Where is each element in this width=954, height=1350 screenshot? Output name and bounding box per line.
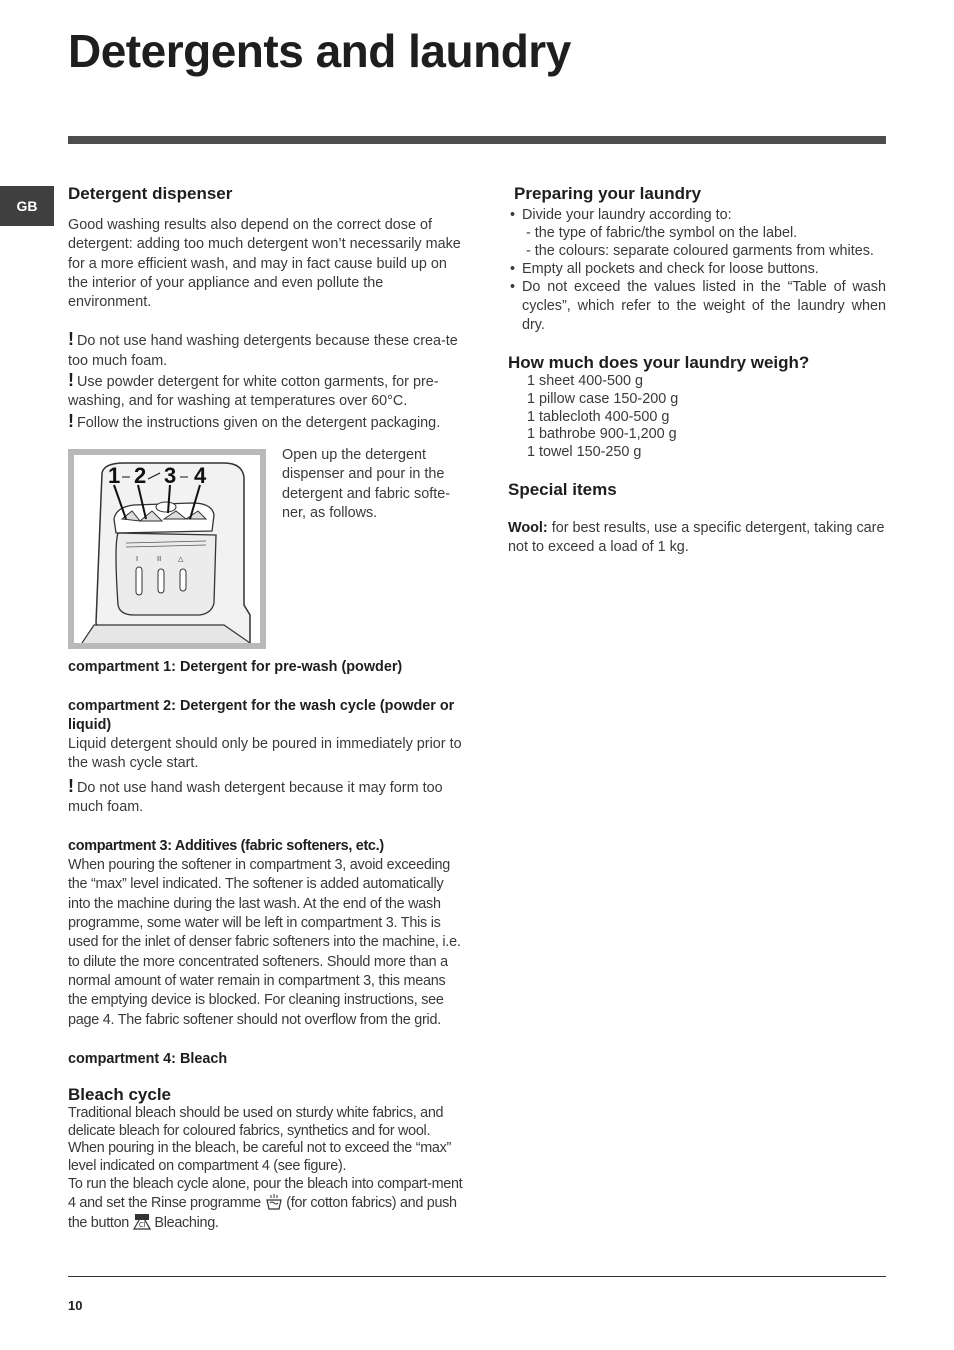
figure-caption: Open up the detergent dispenser and pour in the detergent and fabric softe-ner, as follows.	[282, 446, 450, 521]
page-number: 10	[68, 1298, 83, 1313]
list-item: 1 sheet 400-500 g	[527, 373, 644, 389]
special-heading: Special items	[508, 479, 617, 499]
compartment-number: 3	[164, 462, 177, 488]
dispenser-figure	[68, 449, 266, 649]
left-column	[68, 184, 464, 1232]
list-item: 1 tablecloth 400-500 g	[527, 408, 670, 425]
exclamation-icon: !	[68, 329, 74, 350]
dispenser-intro: Good washing results also depend on the correct dose of detergent: adding too much detergent won’t necessarily make for a more efficient wash, and may in fact cause build up on the interior of your appliance and even pollute the environment.	[68, 217, 461, 311]
page-title: Detergents and laundry	[68, 25, 571, 77]
compartment-3-label: compartment 3: Additives (fabric softeners, etc.)	[68, 838, 384, 855]
bleach-heading: Bleach cycle	[68, 1084, 172, 1104]
compartment-number: 1	[108, 462, 121, 488]
warning-item: ! Do not use hand washing detergents because these crea-te too much foam.	[68, 329, 458, 369]
dispenser-figure-row	[68, 446, 464, 649]
list-item: 1 bathrobe 900-1,200 g	[527, 426, 677, 443]
compartment-3-text: When pouring the softener in compartment 3, avoid exceeding the “max” level indicated. The softener is added automatically into the machine during the last wash. At the end of the wash programme, some water will be left in compartment 3. This is used for the inlet of denser fabric softeners into the machine, i.e. to dilute the more concentrated softeners. Should more than a normal amount of water remain in compartment 3, this means the emptying device is blocked. For cleaning instructions, see page 4. The fabric softener should not overflow from the grid.	[68, 857, 461, 1028]
compartment-number: 2	[134, 462, 147, 488]
weights-list	[508, 373, 886, 462]
list-item: • Do not exceed the values listed in the “Table of wash cycles”, which refer to the weight of the laundry when dry.	[508, 278, 886, 335]
list-item: • Empty all pockets and check for loose buttons.	[508, 260, 886, 278]
exclamation-icon: !	[68, 410, 74, 431]
title-rule	[68, 136, 886, 144]
prep-heading: Preparing your laundry	[514, 184, 702, 203]
prep-subitem: - the type of fabric/the symbol on the label.	[526, 225, 798, 241]
prep-list	[508, 206, 886, 335]
compartment-2-label: compartment 2: Detergent for the wash cycle (powder or liquid)	[68, 697, 455, 733]
weigh-heading: How much does your laundry weigh?	[508, 353, 810, 372]
dispenser-heading: Detergent dispenser	[68, 184, 233, 203]
list-item: 1 pillow case 150-200 g	[527, 390, 679, 407]
dispenser-drawing	[74, 455, 260, 643]
footer-rule	[68, 1276, 886, 1277]
svg-text:I: I	[136, 554, 139, 563]
list-item: • Divide your laundry according to: - the type of fabric/the symbol on the label. - the colours: separate coloured garments from whites.	[508, 206, 886, 260]
warnings-list	[68, 330, 464, 432]
language-tab: GB	[0, 186, 54, 226]
compartment-4-label: compartment 4: Bleach	[68, 1050, 228, 1067]
right-column	[508, 184, 886, 558]
svg-text:II: II	[157, 554, 162, 563]
rinse-programme-icon	[265, 1194, 283, 1210]
warning-item: ! Follow the instructions given on the detergent packaging.	[68, 410, 441, 431]
bleaching-button-icon	[133, 1213, 151, 1230]
compartment-1-label: compartment 1: Detergent for pre-wash (powder)	[68, 658, 403, 675]
compartment-number: 4	[194, 462, 207, 488]
list-item: 1 towel 150-250 g	[527, 444, 642, 461]
exclamation-icon: !	[68, 370, 74, 391]
prep-subitem: - the colours: separate coloured garments from whites.	[526, 243, 874, 259]
compartment-2-text: Liquid detergent should only be poured in immediately prior to the wash cycle start.	[68, 735, 462, 772]
exclamation-icon: !	[68, 775, 74, 796]
wool-text: Wool: for best results, use a specific detergent, taking care not to exceed a load of 1 kg.	[508, 519, 885, 556]
compartment-2-warning: ! Do not use hand wash detergent because it may form too much foam.	[68, 775, 443, 815]
bleach-text: Traditional bleach should be used on sturdy white fabrics, and delicate bleach for coloured fabrics, synthetics and for wool. When pouring in the bleach, be careful not to exceed the “max” level indicated on compartment 4 (see figure).	[68, 1104, 451, 1175]
svg-text:Cl: Cl	[138, 1220, 145, 1229]
bleach-text-2: To run the bleach cycle alone, pour the bleach into compart-ment 4 and set the Rinse programme (for cotton fabrics) and push the button Cl Bleaching.	[68, 1176, 463, 1231]
svg-text:△: △	[178, 554, 184, 563]
warning-item: ! Use powder detergent for white cotton garments, for pre-washing, and for washing at temperatures over 60°C.	[68, 370, 439, 410]
